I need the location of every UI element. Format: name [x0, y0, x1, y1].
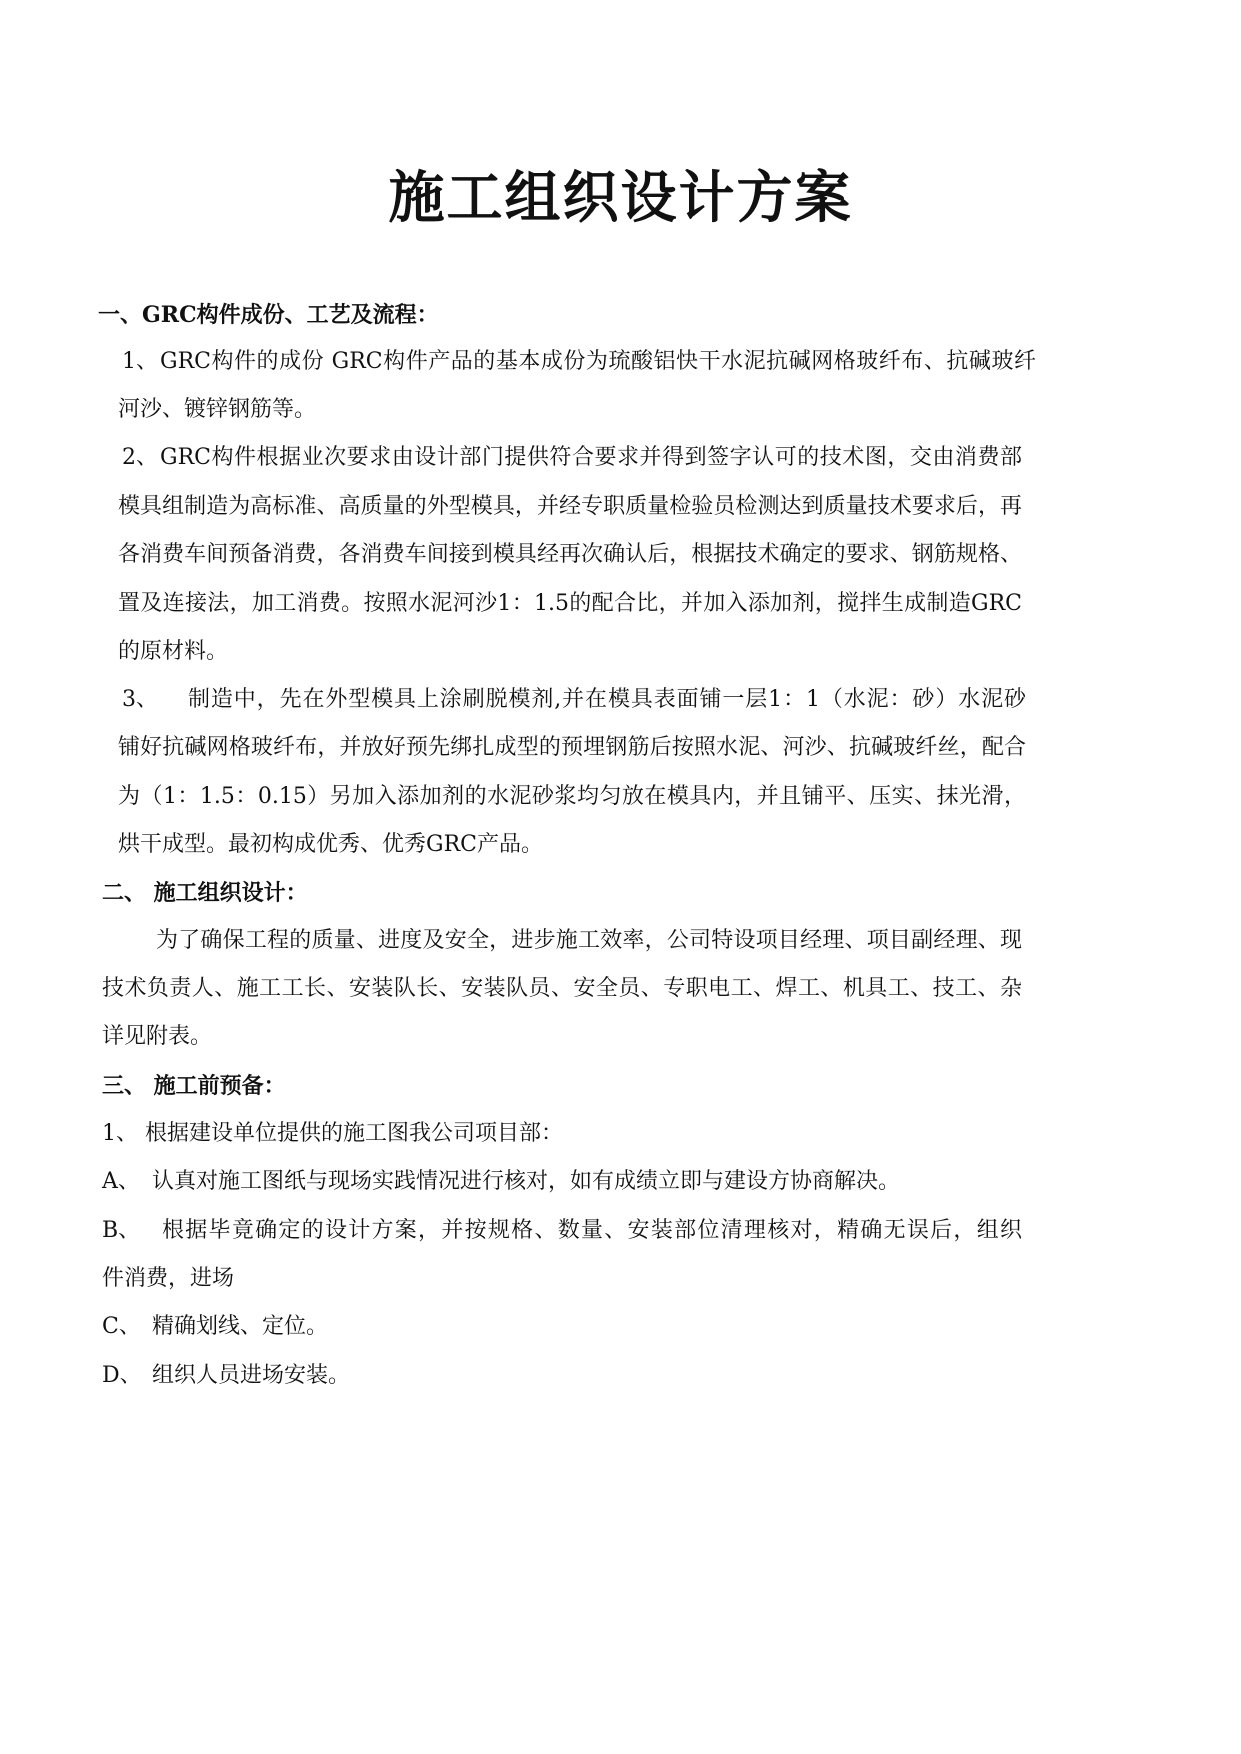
section-1-item-3-line-4: 烘干成型。最初构成优秀、优秀GRC产品。 [118, 832, 543, 857]
section-3-heading: 三、 施工前预备： [102, 1073, 286, 1099]
section-3-intro: 1、 根据建设单位提供的施工图我公司项目部： [102, 1121, 563, 1146]
section-3-item-c-text: 精确划线、定位。 [152, 1314, 329, 1339]
section-2-line-3: 详见附表。 [102, 1024, 213, 1049]
section-3-item-a-label: A、 [102, 1169, 140, 1194]
section-1-item-2-line-3: 各消费车间预备消费，各消费车间接到模具经再次确认后，根据技术确定的要求、钢筋规格、 [118, 542, 1022, 567]
section-1-heading: 一、GRC构件成份、工艺及流程： [98, 302, 439, 328]
section-1-item-1-line-1: GRC构件的成份 GRC构件产品的基本成份为琉酸铝快干水泥抗碱网格玻纤布、抗碱玻纤 [160, 349, 1036, 374]
section-2-heading: 二、 施工组织设计： [102, 880, 308, 906]
section-1-item-3-line-1: 制造中，先在外型模具上涂刷脱模剂,并在模具表面铺一层1：1（水泥：砂）水泥砂 [188, 687, 1026, 712]
section-1-item-3-line-2: 铺好抗碱网格玻纤布，并放好预先绑扎成型的预埋钢筋后按照水泥、河沙、抗碱玻纤丝，配合 [118, 735, 1026, 760]
section-1-item-2-line-2: 模具组制造为高标准、高质量的外型模具，并经专职质量检验员检测达到质量技术要求后，再 [118, 494, 1022, 519]
section-1-item-2-line-5: 的原材料。 [118, 639, 229, 664]
section-1-item-3-number: 3、 [122, 687, 158, 712]
section-1-item-1-number: 1、 [122, 349, 158, 374]
section-1-item-2-number: 2、 [122, 445, 158, 470]
section-3-item-d-label: D、 [102, 1363, 142, 1388]
section-3-item-b-label: B、 [102, 1218, 141, 1243]
section-1-item-2-line-1: GRC构件根据业次要求由设计部门提供符合要求并得到签字认可的技术图，交由消费部 [160, 445, 1022, 470]
section-3-item-c-label: C、 [102, 1314, 141, 1339]
section-2-line-2: 技术负责人、施工工长、安装队长、安装队员、安全员、专职电工、焊工、机具工、技工、杂 [102, 976, 1022, 1001]
section-1-item-1-line-2: 河沙、镀锌钢筋等。 [118, 397, 317, 422]
section-2-line-1: 为了确保工程的质量、进度及安全，进步施工效率，公司特设项目经理、项目副经理、现 [156, 928, 1022, 953]
section-3-item-b-text: 根据毕竟确定的设计方案，并按规格、数量、安装部位清理核对，精确无误后，组织 [162, 1218, 1022, 1243]
section-3-item-d-text: 组织人员进场安装。 [152, 1363, 351, 1388]
document-title: 施工组织设计方案 [388, 165, 853, 231]
section-1-item-3-line-3: 为（1：1.5：0.15）另加入添加剂的水泥砂浆均匀放在模具内，并且铺平、压实、抹光滑， [118, 784, 1026, 809]
section-1-item-2-line-4: 置及连接法，加工消费。按照水泥河沙1：1.5的配合比，并加入添加剂，搅拌生成制造GRC [118, 591, 1022, 616]
section-3-item-b-text-2: 件消费，进场 [102, 1266, 235, 1291]
section-3-item-a-text: 认真对施工图纸与现场实践情况进行核对，如有成绩立即与建设方协商解决。 [152, 1169, 901, 1194]
